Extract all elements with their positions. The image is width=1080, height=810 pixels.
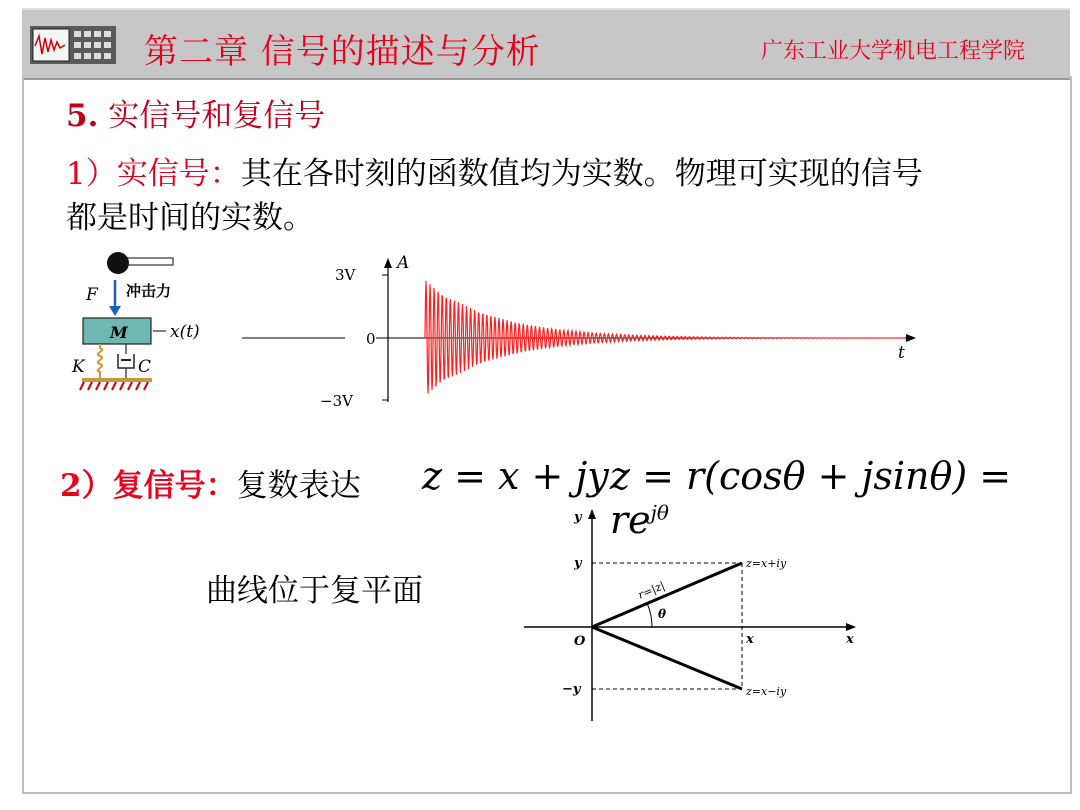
output-label: x(t) bbox=[170, 322, 200, 342]
real-signal-paragraph bbox=[66, 152, 926, 240]
plane-neg-y-tick: −y bbox=[562, 682, 581, 697]
waveform-y-bottom: −3V bbox=[320, 392, 353, 410]
waveform-x-axis-label: t bbox=[898, 343, 905, 363]
complex-signal-text: 复数表达 bbox=[236, 468, 361, 504]
waveform-zero: 0 bbox=[366, 330, 376, 348]
spring-icon bbox=[98, 344, 103, 378]
formula-polar-exponent: jθ bbox=[650, 500, 669, 525]
lower-point-label: z=x−iy bbox=[746, 685, 787, 698]
hammer-icon bbox=[107, 252, 173, 274]
waveform-y-axis-label: A bbox=[397, 253, 410, 273]
complex-signal-label: 2）复信号： bbox=[60, 468, 237, 504]
waveform-y-top: 3V bbox=[335, 266, 356, 284]
section-heading-text: 实信号和复信号 bbox=[108, 98, 326, 134]
plane-y-axis-label: y bbox=[574, 510, 582, 525]
real-signal-label: 1）实信号： bbox=[66, 156, 241, 192]
section-heading bbox=[66, 90, 325, 135]
upper-point-label: z=x+iy bbox=[746, 557, 787, 570]
angle-label: θ bbox=[658, 607, 667, 621]
oscilloscope-icon bbox=[30, 26, 116, 64]
angle-arc bbox=[647, 603, 652, 627]
section-number: 5. bbox=[66, 98, 99, 134]
institution-name: 广东工业大学机电工程学院 bbox=[760, 39, 1025, 64]
decaying-oscillation-curve bbox=[425, 281, 905, 394]
lower-vector bbox=[592, 627, 742, 689]
plane-x-tick: x bbox=[746, 632, 754, 647]
plane-origin-label: O bbox=[574, 634, 586, 649]
upper-vector bbox=[592, 563, 742, 627]
radius-label: r=|z| bbox=[636, 578, 667, 602]
force-text: 冲击力 bbox=[126, 282, 172, 300]
complex-plane-note: 曲线位于复平面 bbox=[206, 573, 423, 609]
title-bar bbox=[22, 8, 1070, 80]
plane-x-axis-label: x bbox=[846, 632, 854, 647]
spring-label: K bbox=[72, 357, 85, 377]
svg-text:M: M bbox=[110, 323, 128, 342]
force-label: F bbox=[86, 285, 98, 305]
damper-icon bbox=[118, 344, 134, 378]
damper-label: C bbox=[138, 357, 152, 377]
chapter-title: 第二章 信号的描述与分析 bbox=[144, 32, 541, 72]
impact-response-figure bbox=[70, 250, 930, 410]
real-signal-text: 其在各时刻的函数值均为实数。物理可实现的信号都是时间的实数。 bbox=[66, 156, 923, 236]
formula-polar-main: z = r(cosθ + jsinθ) = re bbox=[610, 454, 1012, 542]
complex-signal-line bbox=[60, 460, 361, 505]
complex-plane-diagram bbox=[520, 505, 870, 725]
plane-y-tick: y bbox=[574, 556, 582, 571]
formula-rectangular: z = x + jy bbox=[422, 454, 609, 498]
